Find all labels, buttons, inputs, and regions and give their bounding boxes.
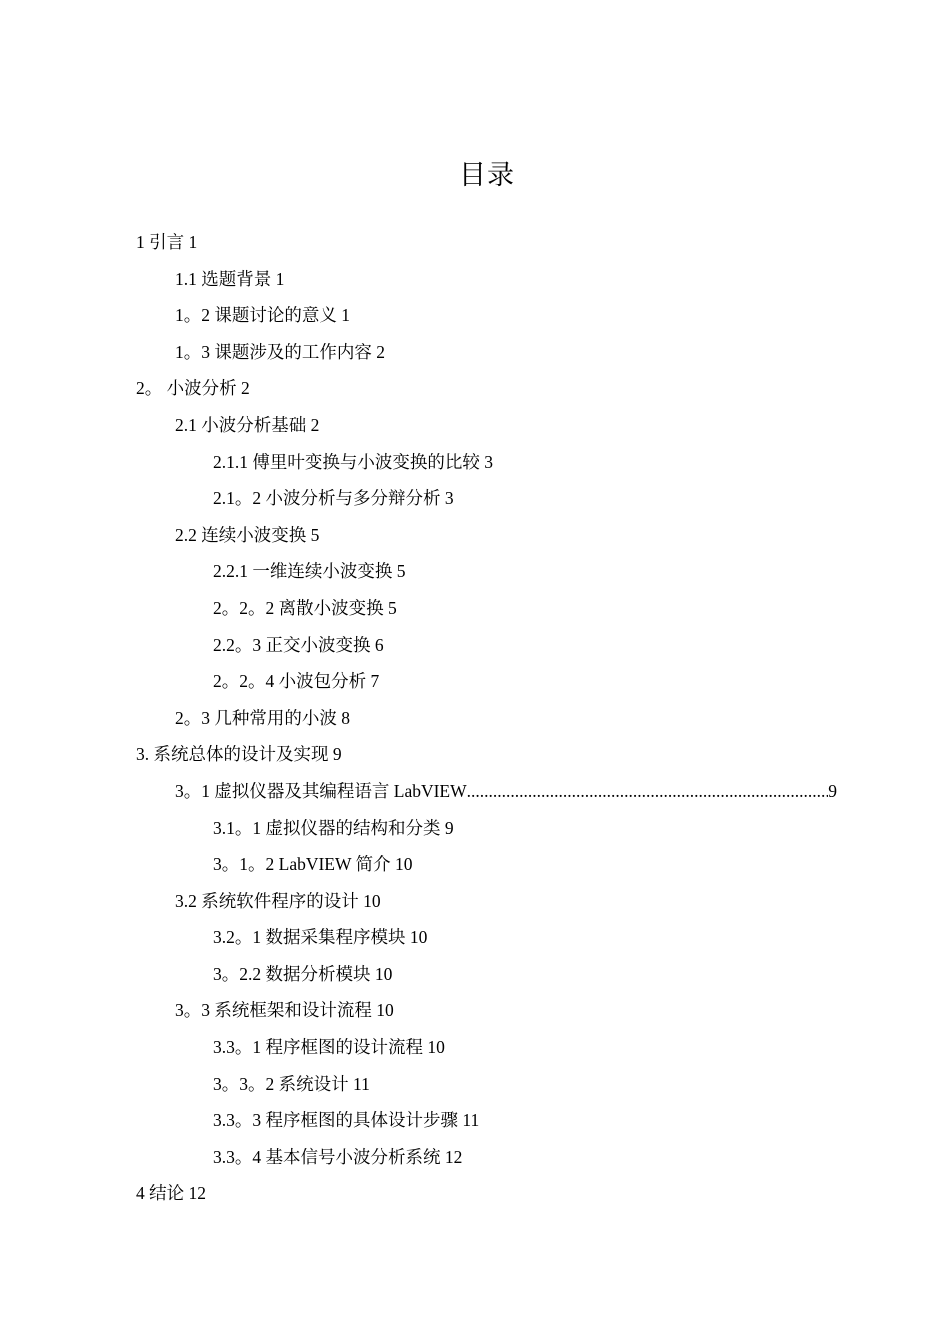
toc-entry-text: 3.2。1 数据采集程序模块 10 bbox=[213, 927, 428, 948]
toc-entry-text: 3.3。4 基本信号小波分析系统 12 bbox=[213, 1146, 463, 1167]
toc-entry bbox=[0, 1102, 950, 1139]
toc-entry-text: 3.3。1 程序框图的设计流程 10 bbox=[213, 1037, 445, 1058]
toc-entry bbox=[0, 480, 950, 517]
toc-entry-text: 2.2.1 一维连续小波变换 5 bbox=[213, 561, 406, 582]
toc-entry-text: 2.1。2 小波分析与多分辩分析 3 bbox=[213, 488, 454, 509]
toc-entry-text: 1。3 课题涉及的工作内容 2 bbox=[175, 341, 385, 362]
toc-entry-text: 3.1。1 虚拟仪器的结构和分类 9 bbox=[213, 817, 454, 838]
toc-entry bbox=[0, 919, 950, 956]
toc-entry-text: 3。2.2 数据分析模块 10 bbox=[213, 963, 393, 984]
toc-title: 目录 bbox=[459, 160, 515, 191]
toc-entry-text: 2。2。4 小波包分析 7 bbox=[213, 671, 380, 692]
toc-entry bbox=[0, 553, 950, 590]
toc-entry bbox=[0, 1066, 950, 1103]
toc-page-number: 9 bbox=[828, 780, 837, 801]
toc-entry-text: 3.2 系统软件程序的设计 10 bbox=[175, 890, 381, 911]
toc-entry bbox=[0, 517, 950, 554]
toc-entry bbox=[0, 334, 950, 371]
toc-entry-text: 1 引言 1 bbox=[136, 232, 198, 252]
toc-entry bbox=[0, 224, 950, 261]
toc-entry-text: 3。1。2 LabVIEW 简介 10 bbox=[213, 854, 413, 875]
toc-entry bbox=[0, 992, 950, 1029]
toc-entry bbox=[0, 1175, 950, 1212]
dot-leader bbox=[467, 773, 829, 810]
toc-entry-text: 1.1 选题背景 1 bbox=[175, 268, 285, 289]
toc-entry bbox=[0, 956, 950, 993]
toc-entry bbox=[0, 700, 950, 737]
toc-entry-text: 2.2 连续小波变换 5 bbox=[175, 524, 320, 545]
toc-entry bbox=[0, 370, 950, 407]
toc-entry-text: 2.2。3 正交小波变换 6 bbox=[213, 634, 384, 655]
toc-entry-text: 3。1 虚拟仪器及其编程语言 LabVIEW bbox=[175, 780, 467, 801]
toc-entry bbox=[0, 590, 950, 627]
toc-entry-text: 3.3。3 程序框图的具体设计步骤 11 bbox=[213, 1110, 480, 1131]
toc-entry-text: 2.1.1 傅里叶变换与小波变换的比较 3 bbox=[213, 451, 493, 472]
toc-entry-text: 1。2 课题讨论的意义 1 bbox=[175, 305, 350, 326]
toc-entry-text: 3。3。2 系统设计 11 bbox=[213, 1073, 370, 1094]
toc-entry bbox=[0, 297, 950, 334]
toc-entry-text: 3. 系统总体的设计及实现 9 bbox=[136, 744, 342, 765]
toc-entry bbox=[0, 407, 950, 444]
toc-entry bbox=[0, 627, 950, 664]
toc-entry bbox=[0, 736, 950, 773]
toc-entry bbox=[0, 810, 950, 847]
toc-entry bbox=[0, 883, 950, 920]
toc-entry bbox=[0, 261, 950, 298]
toc-entry bbox=[0, 663, 950, 700]
toc-entry bbox=[0, 1139, 950, 1176]
toc-entry-text: 2。2。2 离散小波变换 5 bbox=[213, 597, 397, 618]
toc-entry bbox=[0, 444, 950, 481]
toc-entry-text: 2。3 几种常用的小波 8 bbox=[175, 707, 350, 728]
toc-list bbox=[0, 224, 950, 1212]
toc-entry-text: 4 结论 12 bbox=[136, 1183, 206, 1204]
toc-entry-text: 2.1 小波分析基础 2 bbox=[175, 414, 320, 435]
toc-entry-with-leader bbox=[0, 773, 837, 810]
toc-entry bbox=[0, 1029, 950, 1066]
toc-entry-text: 3。3 系统框架和设计流程 10 bbox=[175, 1000, 394, 1021]
toc-entry bbox=[0, 846, 950, 883]
toc-entry-text: 2。 小波分析 2 bbox=[136, 378, 250, 399]
